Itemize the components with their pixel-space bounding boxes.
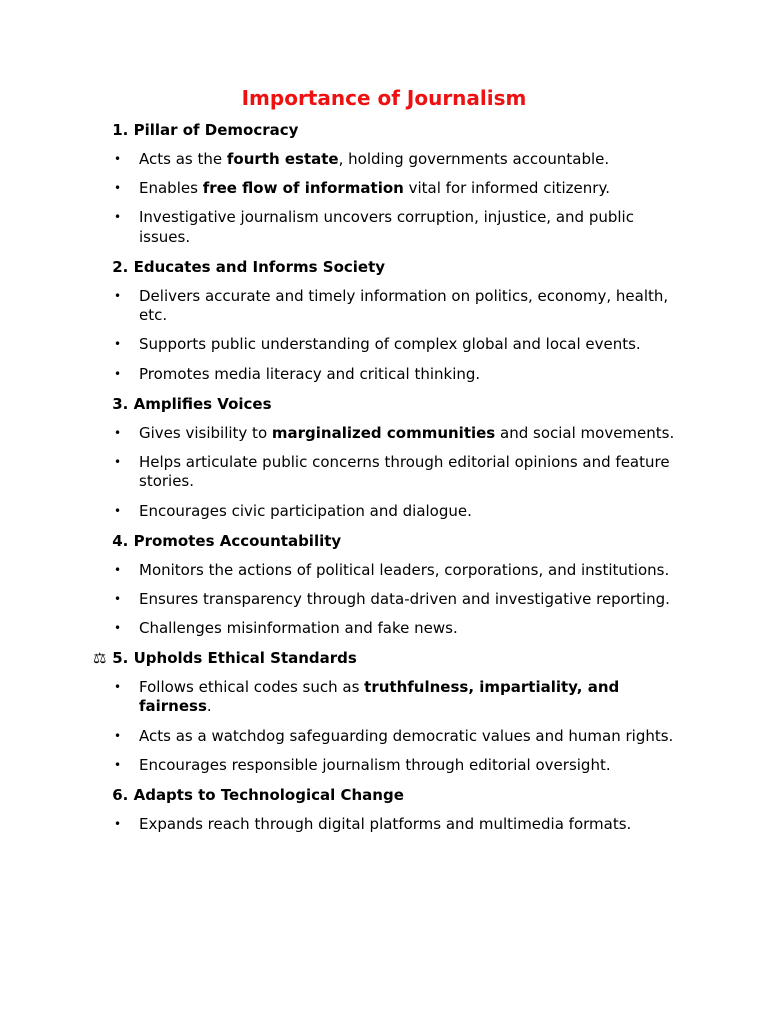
bullet-dot-icon: • (114, 679, 122, 694)
bullet-dot-icon: • (114, 151, 122, 166)
bullet-dot-icon: • (114, 758, 122, 773)
item-text: Follows ethical codes such as (139, 677, 365, 696)
list-item (93, 590, 678, 610)
list-item (93, 678, 678, 717)
item-text: Acts as a watchdog safeguarding democratic values and human rights. (139, 726, 674, 745)
item-text: Promotes media literacy and critical thinking. (139, 364, 481, 383)
emphasized-text: marginalized communities (271, 423, 496, 442)
list-item (93, 287, 678, 326)
list-item (93, 179, 678, 199)
bullet-dot-icon: • (114, 288, 122, 303)
section-heading-text: 1. Pillar of Democracy (112, 121, 299, 139)
section-heading (93, 785, 678, 805)
emphasized-text: fourth estate (226, 149, 339, 168)
section-heading (93, 394, 678, 414)
item-text: Enables (139, 178, 203, 197)
bullet-list (93, 150, 678, 248)
item-text: Helps articulate public concerns through editorial opinions and feature stories. (139, 452, 670, 491)
list-item (93, 150, 678, 170)
list-item (93, 453, 678, 492)
item-text: and social movements. (495, 423, 675, 442)
item-text: Ensures transparency through data-driven and investigative reporting. (139, 589, 670, 608)
item-text: Gives visibility to (139, 423, 272, 442)
bullet-dot-icon: • (114, 562, 122, 577)
list-item (93, 756, 678, 776)
bullet-dot-icon: • (114, 425, 122, 440)
bullet-list (93, 678, 678, 776)
bullet-dot-icon: • (114, 210, 122, 225)
bullet-dot-icon: • (114, 816, 122, 831)
emphasized-text: truthfulness, impartiality, and fairness (139, 677, 620, 716)
page-title: Importance of Journalism (241, 86, 527, 110)
bullet-dot-icon: • (114, 503, 122, 518)
list-item (93, 561, 678, 581)
section-heading (93, 648, 678, 668)
bullet-dot-icon: • (114, 366, 122, 381)
item-text: Delivers accurate and timely information on politics, economy, health, etc. (139, 286, 669, 325)
item-text: Challenges misinformation and fake news. (139, 619, 458, 638)
section-heading-text: 5. Upholds Ethical Standards (112, 649, 357, 668)
list-item (93, 424, 678, 444)
bullet-dot-icon: • (114, 454, 122, 469)
list-item (93, 335, 678, 355)
section-heading-text: 4. Promotes Accountability (112, 531, 342, 550)
item-text: Monitors the actions of political leaders, corporations, and institutions. (139, 560, 670, 579)
emphasized-text: free flow of information (202, 178, 404, 197)
section-heading-text: 3. Amplifies Voices (112, 394, 272, 413)
bullet-dot-icon: • (114, 621, 122, 636)
section-heading-text: 6. Adapts to Technological Change (112, 786, 404, 805)
item-text: Acts as the (139, 149, 227, 168)
item-text: Encourages responsible journalism through editorial oversight. (139, 756, 611, 775)
item-text: . (206, 697, 212, 716)
item-text: , holding governments accountable. (338, 149, 610, 168)
list-item (93, 815, 678, 835)
list-item (93, 365, 678, 385)
bullet-dot-icon: • (114, 591, 122, 606)
section-heading (93, 257, 678, 277)
bullet-dot-icon: • (114, 728, 122, 743)
item-text: Expands reach through digital platforms and multimedia formats. (139, 814, 632, 833)
section-heading (93, 531, 678, 551)
item-text: Supports public understanding of complex global and local events. (139, 335, 641, 354)
bullet-dot-icon: • (114, 337, 122, 352)
list-item (93, 502, 678, 522)
list-item (93, 208, 678, 247)
item-text: Encourages civic participation and dialogue. (139, 501, 472, 520)
bullet-list (93, 815, 678, 835)
section-heading-text: 2. Educates and Informs Society (112, 257, 386, 276)
item-text: vital for informed citizenry. (403, 178, 610, 197)
document-body (93, 120, 678, 844)
bullet-list (93, 287, 678, 385)
section-heading (93, 120, 678, 140)
scales-icon: ⚖ (93, 649, 107, 668)
bullet-list (93, 424, 678, 522)
list-item (93, 727, 678, 747)
bullet-dot-icon: • (114, 180, 122, 195)
list-item (93, 619, 678, 639)
bullet-list (93, 561, 678, 639)
item-text: Investigative journalism uncovers corruption, injustice, and public issues. (139, 208, 634, 246)
